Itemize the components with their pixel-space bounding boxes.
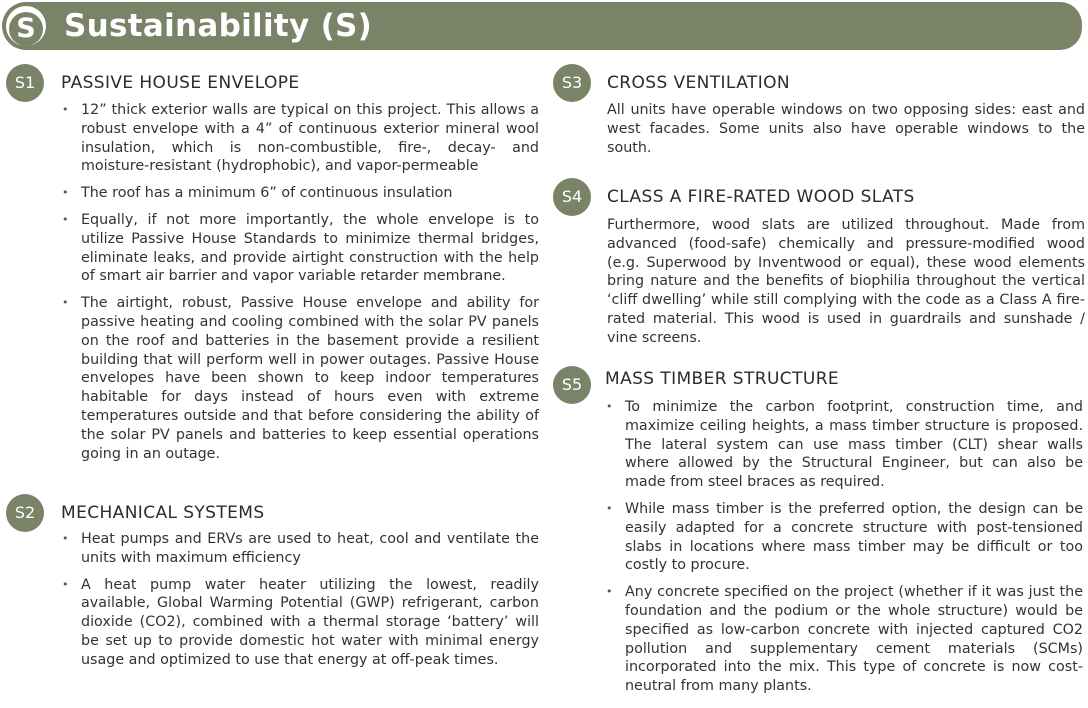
badge-s3: S3 <box>553 64 591 102</box>
list-item: • Heat pumps and ERVs are used to heat, cool and ventilate the units with maximum efficiency <box>61 530 539 568</box>
section-title-s1: PASSIVE HOUSE ENVELOPE <box>61 73 300 93</box>
list-item: • The airtight, robust, Passive House envelope and ability for passive heating and cooling combined with the solar PV panels on the roof and batteries in the basement provide a resilient building that will perform well in power outages. Passive House envelopes have been shown to keep indoor temperatures habitable for days instead of hours even with extreme temperatures outside and that before considering the ability of the solar PV panels and batteries to keep essential operations going in an outage. <box>61 294 539 463</box>
section-body-s1 <box>61 101 539 471</box>
list-item: • 12” thick exterior walls are typical on this project. This allows a robust envelope with a 4” of continuous exterior mineral wool insulation, which is non-combustible, fire-, decay- and moisture-resistant (hydrophobic), and vapor-permeable <box>61 101 539 176</box>
section-body-s3: All units have operable windows on two opposing sides: east and west facades. Some units also have operable windows to the south. <box>607 102 1085 156</box>
list-item: • A heat pump water heater utilizing the lowest, readily available, Global Warming Potential (GWP) refrigerant, carbon dioxide (CO2), combined with a thermal storage ‘battery’ will be set up to provide domestic hot water with minimal energy usage and optimized to use that energy at off-peak times. <box>61 576 539 670</box>
section-banner <box>2 2 1082 50</box>
badge-s5: S5 <box>553 366 591 404</box>
section-title-s2: MECHANICAL SYSTEMS <box>61 503 265 523</box>
section-title-s4: CLASS A FIRE-RATED WOOD SLATS <box>607 187 915 207</box>
banner-letter-badge <box>6 6 46 46</box>
section-body-s5 <box>605 398 1083 704</box>
badge-s4: S4 <box>553 178 591 216</box>
list-item: • While mass timber is the preferred option, the design can be easily adapted for a concrete structure with post-tensioned slabs in locations where mass timber may be difficult or too costly to procure. <box>605 500 1083 575</box>
list-item: • The roof has a minimum 6” of continuous insulation <box>61 184 539 203</box>
section-body-s4: Furthermore, wood slats are utilized throughout. Made from advanced (food-safe) chemically and pressure-modified wood (e.g. Superwood by Inventwood or equal), these wood elements bring nature and the benefits of biophilia throughout the vertical ‘cliff dwelling’ while still complying with the code as a Class A fire-rated material. This wood is used in guardrails and sunshade / vine screens. <box>607 217 1085 346</box>
page-title: Sustainability (S) <box>64 8 373 44</box>
banner-letter: S <box>9 12 43 46</box>
list-item: • To minimize the carbon footprint, construction time, and maximize ceiling heights, a mass timber structure is proposed. The lateral system can use mass timber (CLT) shear walls where allowed by the Structural Engineer, but can also be made from steel braces as required. <box>605 398 1083 492</box>
section-title-s5: MASS TIMBER STRUCTURE <box>605 369 840 389</box>
section-title-s3: CROSS VENTILATION <box>607 73 791 93</box>
badge-s2: S2 <box>6 494 44 532</box>
list-item: • Any concrete specified on the project (whether if it was just the foundation and the podium or the whole structure) would be specified as low-carbon concrete with injected captured CO2 pollution and supplementary cement materials (SCMs) incorporated into the mix. This type of concrete is now cost-neutral from many plants. <box>605 583 1083 696</box>
list-item: • Equally, if not more importantly, the whole envelope is to utilize Passive House Standards to minimize thermal bridges, eliminate leaks, and provide airtight construction with the help of smart air barrier and vapor variable retarder membrane. <box>61 211 539 286</box>
badge-s1: S1 <box>6 64 44 102</box>
section-body-s2 <box>61 530 539 678</box>
